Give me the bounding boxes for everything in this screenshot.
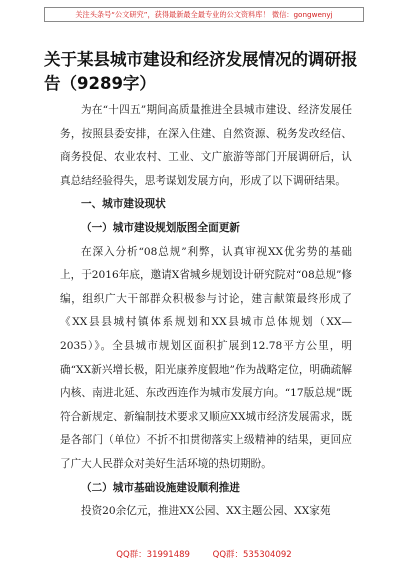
footer-contacts [0,548,408,560]
body-paragraph-1: 在深入分析“08总规”利弊，认真审视XX优劣势的基础上，于2016年底，邀请X省城乡规划设计研究院对“08总规”修编，组织广大干部群众积极参与讨论，建言献策最终形成了《XX县县城村镇体系规划和XX县城市总体规划（XX—2035）》。全县城市规划区面积扩展到12.78平方公里，明确“XX新兴增长极，阳光康养度假地”作为战略定位，明确疏解内核、南进北延、东改西连作为城市发展方向。“17版总规”既符合新规定、新编制技术要求又顺应XX城市经济发展需求，既是各部门（单位）不折不扣贯彻落实上级精神的结果，更回应了广大人民群众对美好生活环境的热切期盼。 [60,245,352,470]
footer-qq-group-2: QQ群：535304092 [212,550,292,560]
section-heading-1: 一、城市建设现状 [81,198,166,211]
page-title: 关于某县城市建设和经济发展情况的调研报告（9289字） [44,50,358,93]
subsection-heading-2: （二）城市基础设施建设顺利推进 [81,481,240,494]
intro-paragraph: 为在“十四五”期间高质量推进全县城市建设、经济发展任务，按照县委安排，在深入住建、自然资源、税务发改经信、商务投促、农业农村、工业、文广旅游等部门开展调研后，认真总结经验得失，思考谋划发展方向，形成了以下调研结果。 [60,104,352,187]
subsection-heading-1: （一）城市建设规划版图全面更新 [81,221,240,234]
footer-qq-group-1: QQ群：31991489 [116,550,190,560]
body-paragraph-2: 投资20余亿元，推进XX公园、XX主题公园、XX家苑 [81,505,331,518]
document-body [60,99,352,524]
header-banner: 关注头条号“公文研究”，获得最新最全最专业的公文资料库！ 微信：gongwenyj [44,7,364,22]
